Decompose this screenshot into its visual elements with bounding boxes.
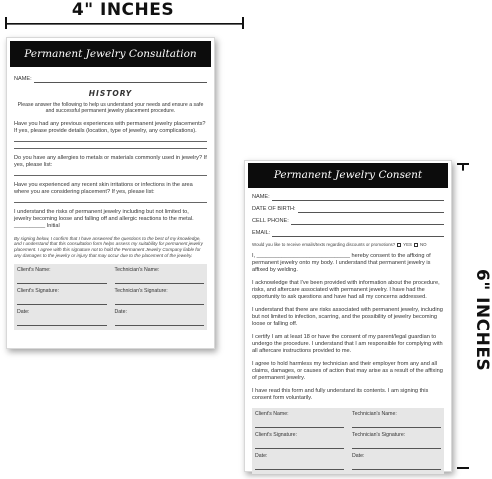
consent-title: Permanent Jewelry Consent: [248, 163, 448, 188]
technician-name-field[interactable]: Technician's Name:: [352, 411, 441, 428]
height-tick-bottom: [457, 467, 469, 469]
width-tick-right: [242, 17, 244, 29]
height-dimension-marker: [458, 160, 492, 472]
question-skin-irritations: Have you experienced any recent skin irritations or infections in the area where you are considering placement? If yes, please list:: [14, 181, 193, 195]
client-date-field[interactable]: Date:: [255, 453, 344, 470]
history-intro: Please answer the following to help us understand your needs and ensure a safe and successful permanent jewelry placement procedure.: [17, 101, 204, 115]
dob-field[interactable]: [252, 206, 444, 213]
width-line: [6, 23, 244, 25]
technician-signature-field[interactable]: Technician's Signature:: [115, 288, 205, 305]
age-certification: I certify I am at least 18 or have the consent of my parent/legal guardian to undergo the procedure. I understand that I am responsible for complying with all aftercare instructions provided to me.: [252, 334, 443, 355]
information-acknowledgement: I acknowledge that I've been provided with information about the procedure, risks, and aftercare associated with permanent jewelry. I have had the opportunity to ask questions and have had all my concerns addressed.: [252, 280, 440, 301]
answer-line[interactable]: [14, 196, 207, 203]
history-heading: HISTORY: [88, 88, 133, 98]
risk-acknowledgement: I understand that there are risks associated with permanent jewelry, including but not limited to infection, scarring, and the possibility of jewelry becoming loose or falling off.: [252, 307, 443, 328]
answer-line[interactable]: [14, 169, 207, 176]
height-line: [462, 164, 464, 171]
consult-name-label: NAME:: [14, 76, 32, 82]
client-signature-field[interactable]: Client's Signature:: [255, 432, 344, 449]
yes-label: YES: [403, 241, 412, 247]
voluntary-consent: I have read this form and fully understand its contents. I am signing this consent form voluntarily.: [252, 388, 429, 402]
email-label: EMAIL:: [252, 229, 271, 236]
consult-name-field[interactable]: [14, 76, 207, 83]
consultation-card: [6, 37, 215, 349]
consultation-disclaimer: By signing below, I confirm that I have answered the questions to the best of my knowledge, and I understand that this consultation form helps assess my suitability for permanent jewelry placement. I agree with this signature not to hold the Permanent Jewelry Company liable for any damages to the jewelry or injury that may occur due to the placement of the jewelry.: [14, 235, 203, 258]
technician-date-field[interactable]: Date:: [115, 309, 205, 326]
width-tick-left: [5, 17, 7, 29]
hold-harmless: I agree to hold harmless my technician and their employer from any and all claims, damages, or causes of action that may arise as a result of the affixing of permanent jewelry.: [252, 361, 443, 382]
question-previous-experience: Have you had any previous experiences with permanent jewelry placements? If yes, please provide details (location, type of jewelry, any complications).: [14, 120, 206, 134]
risk-acknowledgement: I understand the risks of permanent jewelry including but not limited to, jewelry becoming loose and falling off and allergic reactions to the metal. __________ Initial: [14, 208, 194, 229]
consent-name-field[interactable]: [252, 194, 444, 201]
promo-optin: [252, 242, 444, 248]
technician-name-field[interactable]: Technician's Name:: [115, 267, 205, 284]
width-label: 4" INCHES: [71, 0, 175, 20]
no-checkbox[interactable]: [414, 243, 418, 247]
dob-label: DATE OF BIRTH:: [252, 205, 296, 212]
email-field[interactable]: [252, 230, 444, 237]
technician-date-field[interactable]: Date:: [352, 453, 441, 470]
client-date-field[interactable]: Date:: [17, 309, 107, 326]
technician-signature-field[interactable]: Technician's Signature:: [352, 432, 441, 449]
optin-question: Would you like to receive emails/texts regarding discounts or promotions?: [252, 241, 396, 247]
yes-checkbox[interactable]: [397, 243, 401, 247]
consent-name-label: NAME:: [252, 194, 270, 200]
client-name-field[interactable]: Client's Name:: [255, 411, 344, 428]
answer-line[interactable]: [14, 135, 207, 142]
consent-card: [244, 160, 452, 472]
client-name-field[interactable]: Client's Name:: [17, 267, 107, 284]
height-label: 6" INCHES: [472, 268, 492, 372]
cell-phone-field[interactable]: [252, 218, 444, 225]
height-tick-top: [457, 163, 469, 165]
no-label: NO: [419, 241, 427, 247]
consultation-title: Permanent Jewelry Consultation: [10, 41, 211, 67]
cell-phone-label: CELL PHONE:: [252, 217, 289, 224]
width-dimension-marker: [0, 0, 246, 30]
client-signature-field[interactable]: Client's Signature:: [17, 288, 107, 305]
consent-statement: I, ______________________________ hereby consent to the affixing of permanent jewelry onto my body. I understand that permanent jewelry is affixed by welding.: [252, 253, 431, 274]
consent-signature-block: [252, 408, 444, 474]
question-allergies: Do you have any allergies to metals or materials commonly used in jewelry? If yes, please list:: [14, 154, 207, 168]
answer-line[interactable]: [14, 142, 207, 149]
consult-signature-block: [14, 264, 207, 330]
